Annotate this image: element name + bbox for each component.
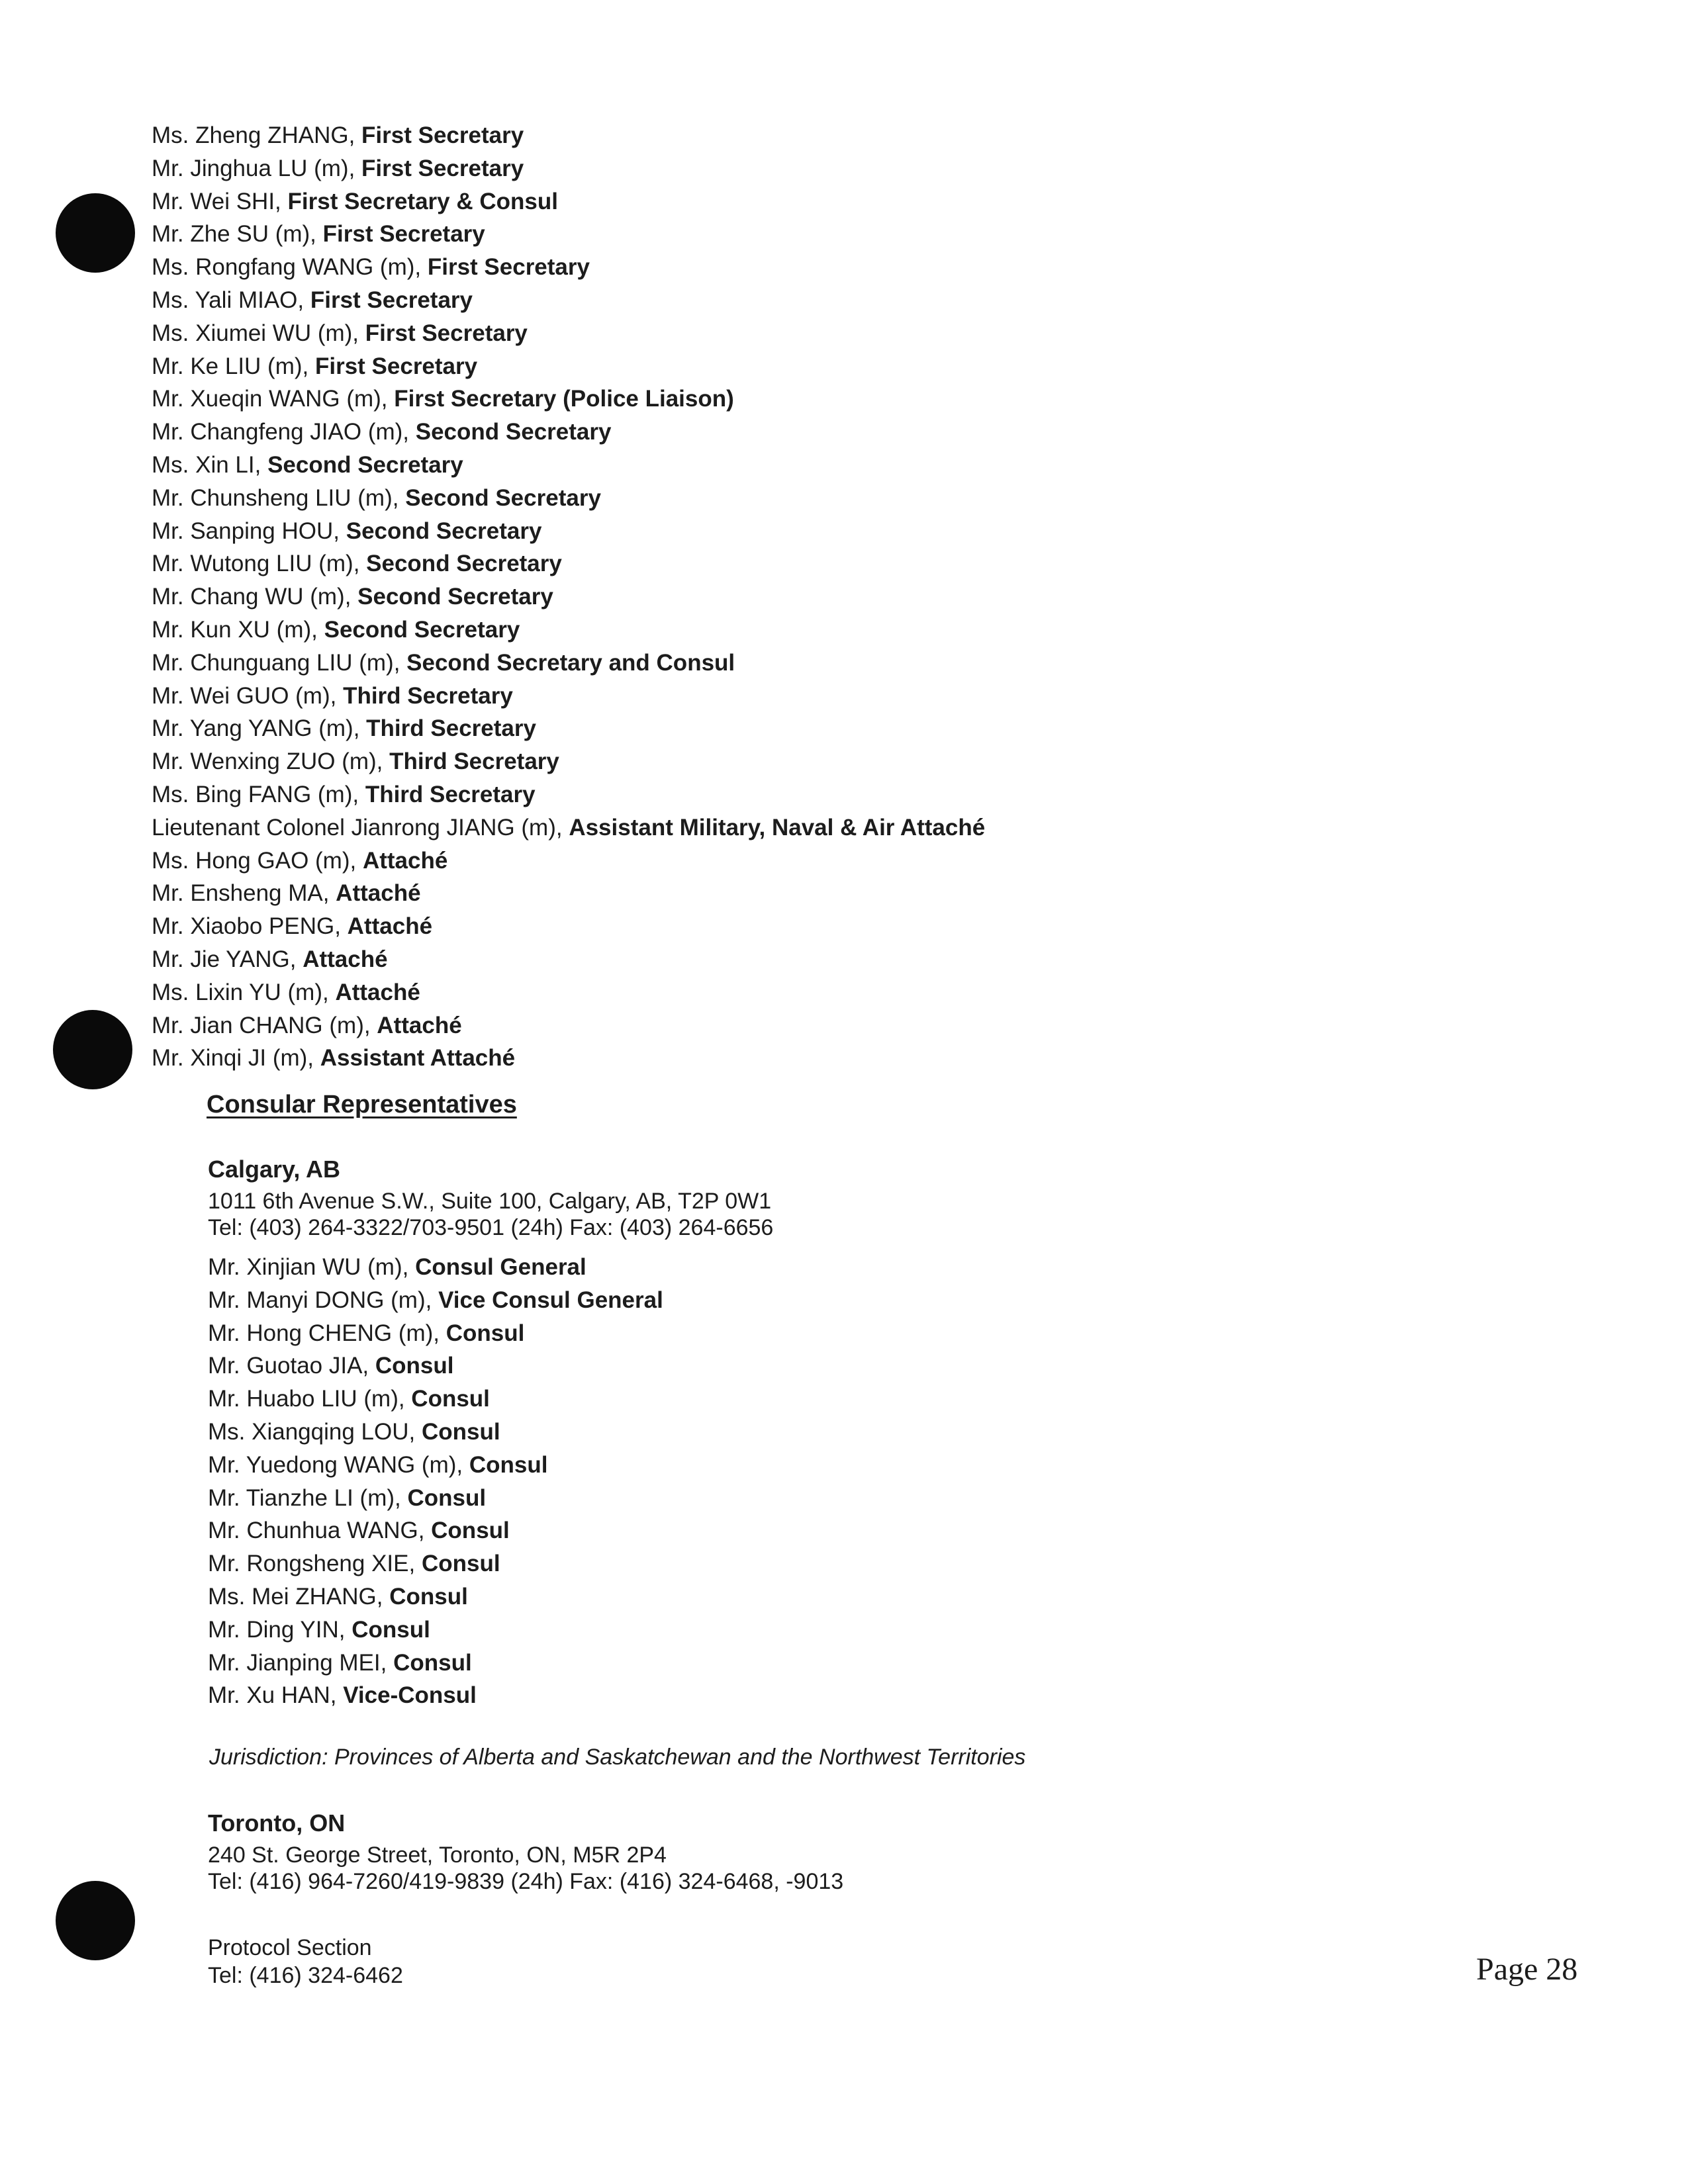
staff-name: Mr. Zhe SU (m), <box>152 221 323 248</box>
staff-entry <box>152 614 1343 647</box>
calgary-staff-list <box>208 1251 663 1712</box>
staff-title: Consul <box>421 1551 500 1577</box>
staff-name: Mr. Rongsheng XIE, <box>208 1551 422 1577</box>
staff-title: Consul <box>407 1484 487 1511</box>
staff-title: Second Secretary <box>357 584 553 610</box>
staff-entry <box>208 1449 663 1482</box>
staff-entry <box>208 1647 663 1680</box>
staff-name: Ms. Xiumei WU (m), <box>152 320 365 346</box>
staff-entry <box>208 1317 663 1350</box>
staff-title: Third Secretary <box>365 781 536 807</box>
staff-entry <box>208 1251 663 1284</box>
staff-name: Mr. Wei GUO (m), <box>152 682 344 709</box>
staff-title: Third Secretary <box>343 682 513 709</box>
calgary-phone: Tel: (403) 264-3322/703-9501 (24h) Fax: (403) 264-6656 <box>208 1215 774 1240</box>
staff-name: Ms. Bing FANG (m), <box>152 781 365 807</box>
staff-name: Mr. Yang YANG (m), <box>152 715 367 742</box>
staff-name: Lieutenant Colonel Jianrong JIANG (m), <box>152 814 569 841</box>
staff-title: First Secretary <box>310 287 473 313</box>
staff-name: Mr. Xu HAN, <box>208 1682 344 1709</box>
staff-entry <box>152 712 1343 745</box>
staff-title: Second Secretary <box>324 616 520 643</box>
staff-entry <box>152 778 1343 811</box>
staff-title: Second Secretary <box>346 518 542 544</box>
staff-entry <box>152 416 1343 449</box>
staff-title: Consul <box>445 1320 525 1346</box>
staff-entry <box>208 1614 663 1647</box>
staff-title: Assistant Attaché <box>320 1045 516 1071</box>
staff-title: Assistant Military, Naval & Air Attaché <box>569 814 986 841</box>
staff-title: Attaché <box>303 946 388 972</box>
staff-title: Second Secretary and Consul <box>406 649 735 676</box>
staff-name: Mr. Xiaobo PENG, <box>152 913 348 940</box>
staff-entry <box>152 1042 1343 1075</box>
staff-name: Mr. Jinghua LU (m), <box>152 155 362 181</box>
staff-name: Mr. Jie YANG, <box>152 946 303 972</box>
staff-name: Mr. Ding YIN, <box>208 1616 352 1643</box>
staff-entry <box>152 119 1343 152</box>
staff-name: Mr. Jianping MEI, <box>208 1649 394 1676</box>
staff-name: Mr. Chang WU (m), <box>152 584 358 610</box>
staff-name: Mr. Xueqin WANG (m), <box>152 386 395 412</box>
staff-entry <box>152 251 1343 284</box>
staff-title: First Secretary (Police Liaison) <box>394 386 734 412</box>
staff-title: First Secretary <box>322 221 485 248</box>
staff-title: Second Secretary <box>366 551 562 577</box>
staff-entry <box>152 580 1343 614</box>
staff-name: Mr. Hong CHENG (m), <box>208 1320 446 1346</box>
staff-name: Mr. Huabo LIU (m), <box>208 1386 412 1412</box>
toronto-phone: Tel: (416) 964-7260/419-9839 (24h) Fax: (416) 324-6468, -9013 <box>208 1869 844 1894</box>
staff-name: Mr. Wenxing ZUO (m), <box>152 749 390 775</box>
staff-name: Mr. Yuedong WANG (m), <box>208 1451 469 1478</box>
staff-name: Mr. Xinjian WU (m), <box>208 1254 416 1280</box>
staff-entry <box>208 1416 663 1449</box>
staff-title: First Secretary <box>365 320 528 346</box>
punch-hole-middle <box>53 1010 132 1089</box>
staff-title: Consul <box>375 1353 454 1379</box>
staff-entry <box>152 383 1343 416</box>
staff-entry <box>152 910 1343 943</box>
staff-name: Mr. Ensheng MA, <box>152 880 336 907</box>
staff-entry <box>152 515 1343 548</box>
staff-title: First Secretary & Consul <box>287 188 558 214</box>
staff-name: Mr. Changfeng JIAO (m), <box>152 419 416 445</box>
staff-entry <box>208 1547 663 1580</box>
staff-title: Consul <box>469 1451 548 1478</box>
staff-name: Mr. Manyi DONG (m), <box>208 1287 439 1313</box>
staff-title: Consul General <box>415 1254 586 1280</box>
staff-name: Ms. Xiangqing LOU, <box>208 1418 422 1445</box>
staff-entry <box>208 1580 663 1614</box>
staff-name: Ms. Hong GAO (m), <box>152 847 363 874</box>
staff-title: Vice Consul General <box>438 1287 663 1313</box>
staff-title: Attaché <box>377 1012 462 1038</box>
staff-entry <box>152 284 1343 317</box>
punch-hole-bottom <box>56 1881 135 1960</box>
consular-heading: Consular Representatives <box>207 1091 517 1118</box>
staff-entry <box>208 1679 663 1712</box>
staff-entry <box>152 482 1343 515</box>
staff-name: Mr. Chunhua WANG, <box>208 1518 432 1544</box>
staff-title: Attaché <box>347 913 433 940</box>
staff-entry <box>152 1009 1343 1042</box>
calgary-jurisdiction: Jurisdiction: Provinces of Alberta and Saskatchewan and the Northwest Territories <box>209 1745 1026 1770</box>
staff-name: Ms. Mei ZHANG, <box>208 1583 390 1610</box>
staff-entry <box>208 1482 663 1515</box>
staff-entry <box>152 680 1343 713</box>
staff-title: Third Secretary <box>389 749 559 775</box>
toronto-address: 240 St. George Street, Toronto, ON, M5R 2P4 <box>208 1843 667 1868</box>
staff-name: Mr. Jian CHANG (m), <box>152 1012 377 1038</box>
staff-name: Mr. Kun XU (m), <box>152 616 324 643</box>
staff-entry <box>152 844 1343 878</box>
staff-entry <box>152 976 1343 1009</box>
staff-entry <box>152 317 1343 350</box>
staff-name: Ms. Lixin YU (m), <box>152 979 336 1005</box>
staff-entry <box>152 350 1343 383</box>
staff-entry <box>208 1349 663 1383</box>
staff-entry <box>208 1284 663 1317</box>
punch-hole-top <box>56 193 135 273</box>
staff-name: Mr. Guotao JIA, <box>208 1353 375 1379</box>
staff-name: Ms. Rongfang WANG (m), <box>152 254 428 281</box>
staff-entry <box>152 218 1343 251</box>
calgary-city: Calgary, AB <box>208 1156 341 1183</box>
staff-name: Ms. Zheng ZHANG, <box>152 122 362 148</box>
staff-title: Third Secretary <box>366 715 536 742</box>
staff-title: Second Secretary <box>405 484 601 511</box>
staff-entry <box>208 1514 663 1547</box>
toronto-protocol-label: Protocol Section <box>208 1935 372 1960</box>
staff-title: Consul <box>352 1616 430 1643</box>
toronto-city: Toronto, ON <box>208 1809 346 1837</box>
staff-title: Attaché <box>335 979 420 1005</box>
staff-title: Attaché <box>336 880 421 907</box>
staff-name: Mr. Sanping HOU, <box>152 518 346 544</box>
staff-entry <box>152 943 1343 976</box>
staff-title: Consul <box>411 1386 490 1412</box>
staff-title: First Secretary <box>361 122 524 148</box>
staff-name: Mr. Chunguang LIU (m), <box>152 649 407 676</box>
staff-entry <box>152 811 1343 844</box>
staff-name: Mr. Chunsheng LIU (m), <box>152 484 406 511</box>
page-number: Page 28 <box>1476 1952 1578 1987</box>
staff-title: First Secretary <box>427 254 590 281</box>
staff-name: Mr. Tianzhe LI (m), <box>208 1484 408 1511</box>
staff-title: Second Secretary <box>267 451 463 478</box>
staff-entry <box>152 185 1343 218</box>
staff-title: Consul <box>389 1583 468 1610</box>
staff-name: Mr. Ke LIU (m), <box>152 353 315 379</box>
toronto-protocol-phone: Tel: (416) 324-6462 <box>208 1963 403 1988</box>
calgary-address: 1011 6th Avenue S.W., Suite 100, Calgary, AB, T2P 0W1 <box>208 1189 772 1214</box>
staff-name: Mr. Xinqi JI (m), <box>152 1045 320 1071</box>
staff-title: Consul <box>431 1518 510 1544</box>
staff-entry <box>152 877 1343 910</box>
staff-name: Ms. Xin LI, <box>152 451 268 478</box>
staff-entry <box>152 152 1343 185</box>
staff-title: Attaché <box>362 847 448 874</box>
staff-title: First Secretary <box>314 353 478 379</box>
staff-title: Consul <box>421 1418 500 1445</box>
staff-title: First Secretary <box>361 155 524 181</box>
staff-name: Mr. Wei SHI, <box>152 188 288 214</box>
staff-entry <box>152 647 1343 680</box>
staff-entry <box>152 449 1343 482</box>
staff-name: Ms. Yali MIAO, <box>152 287 310 313</box>
staff-title: Second Secretary <box>415 419 612 445</box>
staff-name: Mr. Wutong LIU (m), <box>152 551 367 577</box>
embassy-staff-list <box>152 119 1343 1075</box>
staff-entry <box>208 1383 663 1416</box>
staff-title: Vice-Consul <box>343 1682 477 1709</box>
staff-entry <box>152 547 1343 580</box>
staff-title: Consul <box>393 1649 472 1676</box>
staff-entry <box>152 745 1343 778</box>
